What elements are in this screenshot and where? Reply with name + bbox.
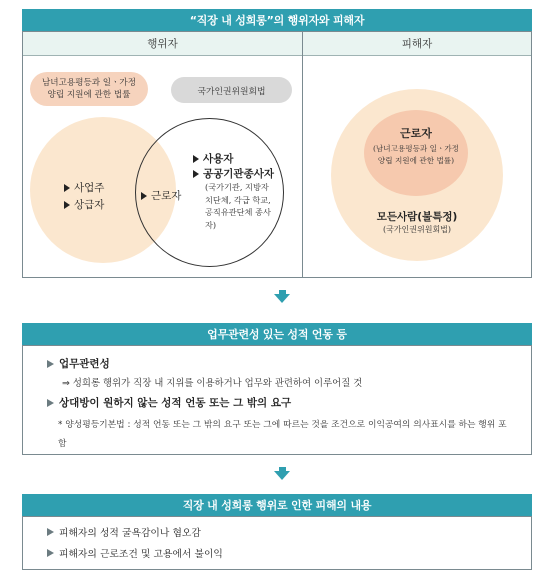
arrow-bullet-icon [47, 549, 54, 557]
victim-all-label: 모든사람(불특정) [376, 211, 458, 223]
damage-1-label: 피해자의 성적 굴욕감이나 혐오감 [59, 528, 201, 539]
law-hr-pill [171, 77, 292, 103]
employer-item [64, 180, 104, 195]
down-arrow-icon [274, 290, 290, 303]
triangle-bullet-icon [64, 184, 70, 192]
unwanted-label: 상대방이 원하지 않는 성적 언동 또는 그 밖의 요구 [59, 397, 292, 409]
public-detail-text: (국가기관, 지방자치단체, 각급 학교, 공직유관단체 종사자) [205, 182, 271, 230]
arrow-bullet-icon [47, 360, 54, 368]
business-owner-item [193, 151, 233, 166]
arrow-bullet-icon [47, 399, 54, 407]
worker-item [141, 188, 181, 203]
relevance-label: 업무관련성 [59, 358, 110, 370]
col-victim-label: 피해자 [401, 38, 433, 50]
law-equal-text: 남녀고용평등과 일ㆍ가정 양립 지원에 관한 법률 [41, 78, 137, 100]
business-owner-label: 사용자 [203, 153, 234, 165]
col-divider [302, 32, 303, 277]
employer-label: 사업주 [74, 182, 105, 194]
damage-2-label: 피해자의 근로조건 및 고용에서 불이익 [59, 549, 223, 560]
victim-worker-label: 근로자 [400, 127, 432, 140]
arrow-bullet-icon [47, 528, 54, 536]
public-worker-item [193, 166, 274, 181]
down-arrow-icon [274, 467, 290, 480]
victim-worker-detail [370, 143, 462, 167]
victim-all-detail: (국가인권위원회법) [382, 225, 452, 234]
public-worker-detail [205, 181, 271, 231]
box1-title-text: “직장 내 성희롱”의 행위자와 피해자 [189, 14, 365, 27]
triangle-bullet-icon [141, 192, 147, 200]
superior-label: 상급자 [74, 199, 105, 211]
col-actor-label: 행위자 [147, 38, 178, 50]
public-worker-label: 공공기관종사자 [203, 168, 275, 180]
triangle-bullet-icon [193, 155, 199, 163]
damage-item-2 [47, 546, 223, 560]
triangle-bullet-icon [64, 201, 70, 209]
worker-label: 근로자 [151, 190, 182, 202]
box2-title-text: 업무관련성 있는 성적 언동 등 [207, 328, 347, 341]
triangle-bullet-icon [193, 170, 199, 178]
law-hr-text: 국가인권위원회법 [197, 86, 266, 97]
law-equal-pill [30, 72, 148, 106]
box1-title [22, 9, 532, 31]
superior-item [64, 197, 104, 212]
box3-title-text: 직장 내 성희롱 행위로 인한 피해의 내용 [182, 499, 372, 512]
unwanted-item [47, 395, 291, 410]
relevance-item [47, 356, 110, 371]
relevance-sub: ⇒ 성희롱 행위가 직장 내 지위를 이용하거나 업무와 관련하여 이루어질 것 [62, 378, 363, 389]
equality-note: * 양성평등기본법 : 성적 언동 또는 그 밖의 요구 또는 그에 따르는 것을 조건으로 이익공여의 의사표시를 하는 행위 포함 [58, 420, 507, 449]
col-header-victim [303, 32, 531, 56]
victim-worker-detail-text: (남녀고용평등과 일ㆍ가정 양립 지원에 관한 법률) [372, 144, 460, 165]
damage-item-1 [47, 525, 201, 539]
box2-title [22, 323, 532, 345]
box3-title [22, 494, 532, 516]
col-header-actor [23, 32, 302, 56]
